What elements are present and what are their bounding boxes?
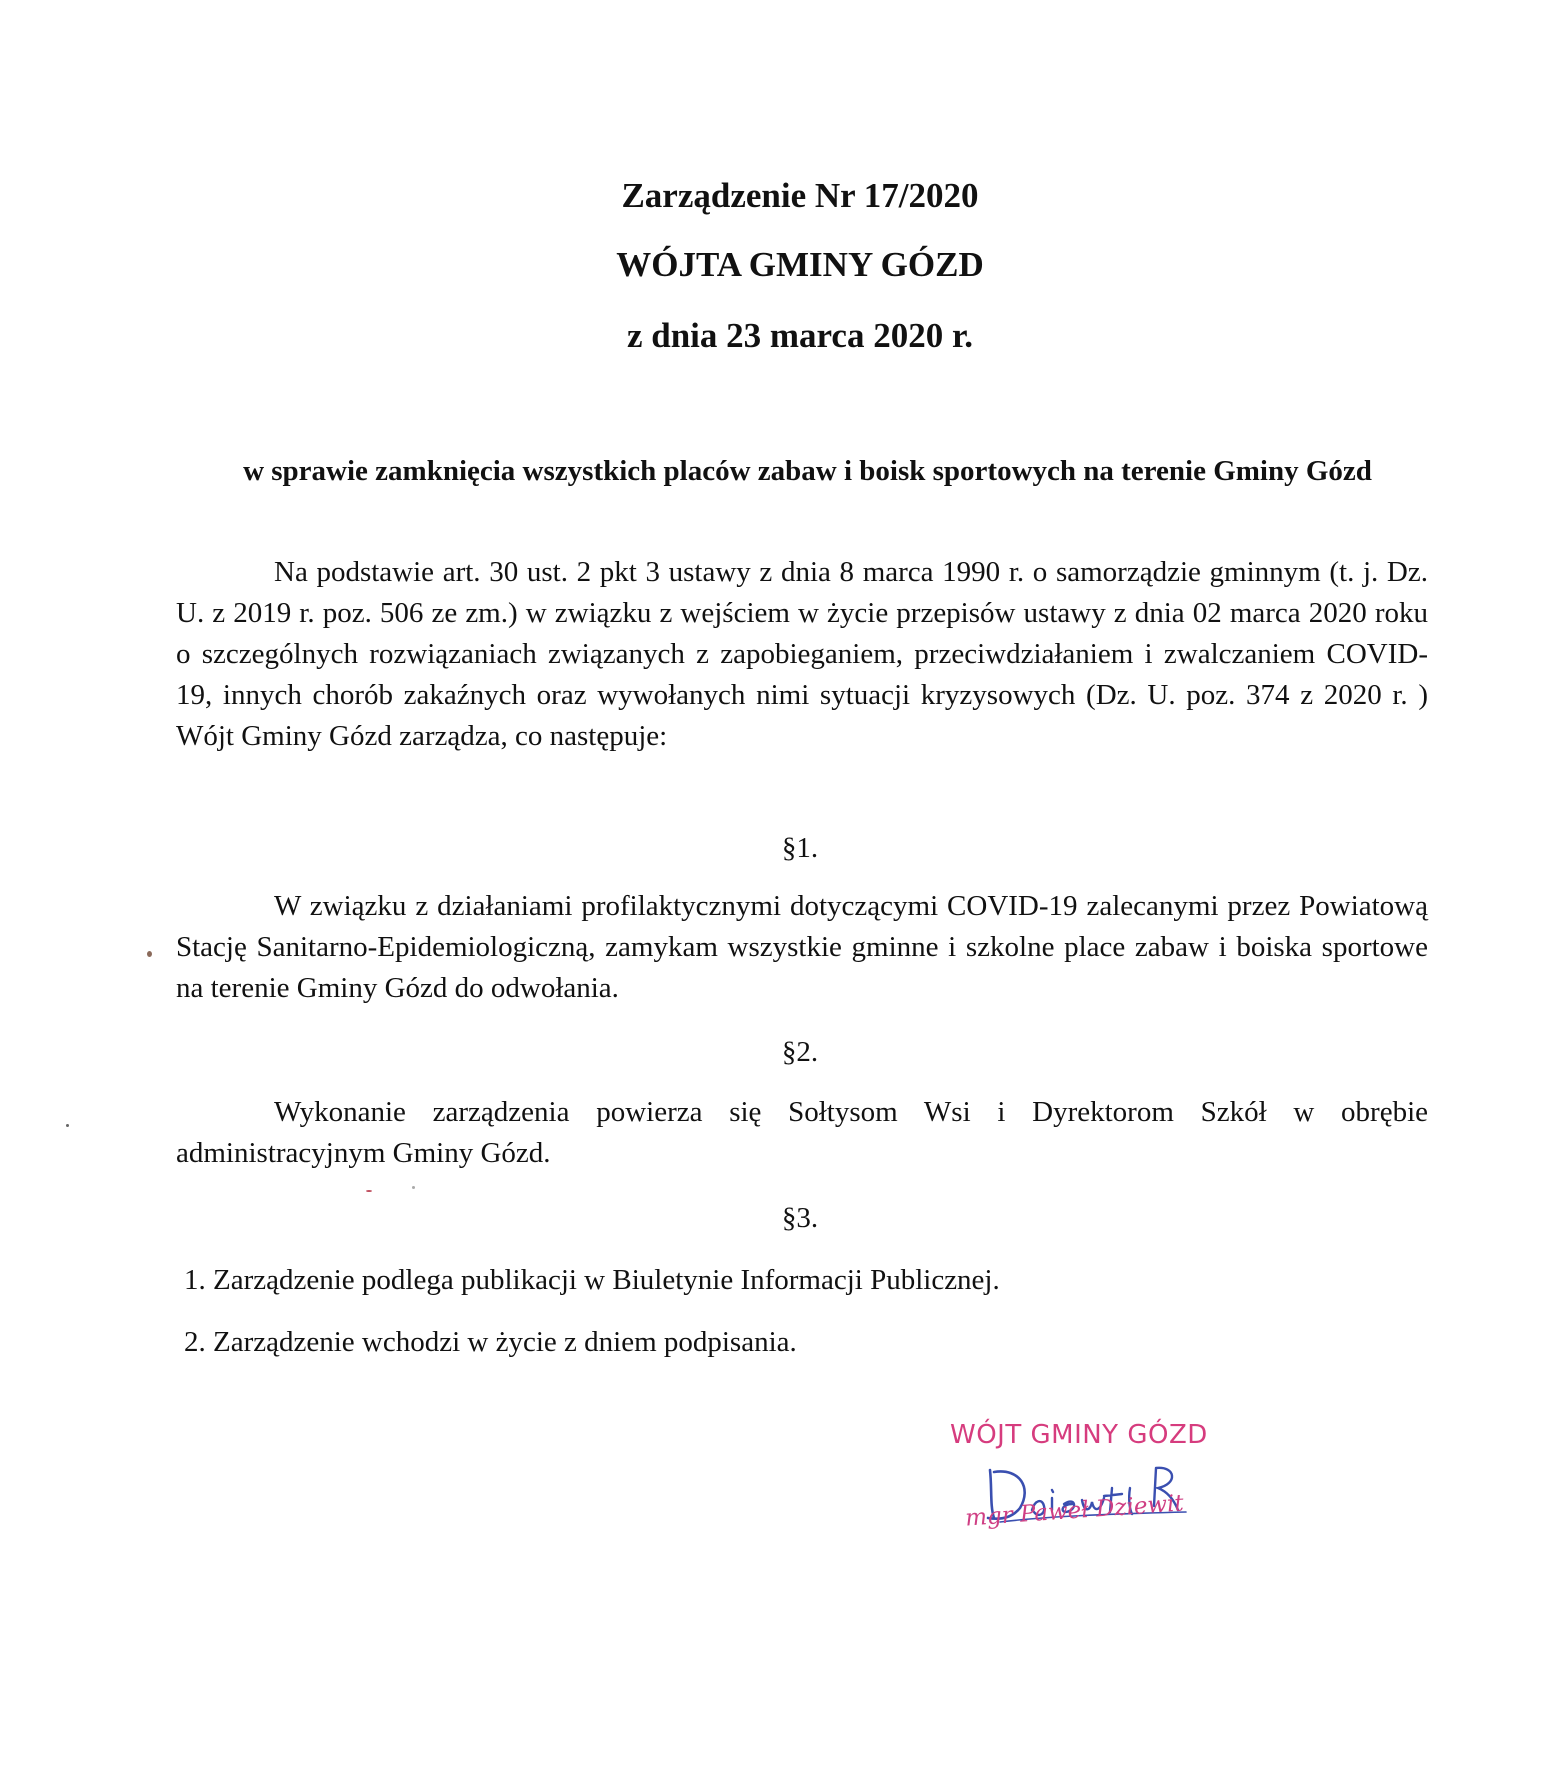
document-title: Zarządzenie Nr 17/2020 <box>621 176 979 215</box>
document-subject: w sprawie zamknięcia wszystkich placów zabaw i boisk sportowych na terenie Gminy Gózd <box>243 455 1372 487</box>
section-1-text: W związku z działaniami profilaktycznymi dotyczącymi COVID-19 zalecanymi przez Powiatową Stację Sanitarno-Epidemiologiczną, zamykam wszystkie gminne i szkolne place zabaw i boiska sportowe na terenie Gminy Gózd do odwołania. <box>176 890 1428 1004</box>
official-stamp <box>940 1420 1240 1550</box>
signatory-name: mgr Paweł Dziewit <box>964 1490 1185 1532</box>
section-mark-2: §2. <box>781 1036 819 1068</box>
section-3-list <box>184 1260 1384 1384</box>
list-item: 1. Zarządzenie podlega publikacji w Biuletynie Informacji Publicznej. <box>184 1264 1000 1296</box>
section-mark-3: §3. <box>781 1202 819 1234</box>
scan-speck <box>147 951 152 957</box>
section-2-text: Wykonanie zarządzenia powierza się Sołtysom Wsi i Dyrektorom Szkół w obrębie administracyjnym Gminy Gózd. <box>176 1096 1428 1169</box>
stamp-title: WÓJT GMINY GÓZD <box>950 1420 1208 1450</box>
section-mark-1: §1. <box>781 832 819 864</box>
list-item: 2. Zarządzenie wchodzi w życie z dniem podpisania. <box>184 1326 797 1358</box>
preamble-paragraph: Na podstawie art. 30 ust. 2 pkt 3 ustawy z dnia 8 marca 1990 r. o samorządzie gminnym (t. j. Dz. U. z 2019 r. poz. 506 ze zm.) w związku z wejściem w życie przepisów ustawy z dnia 02 marca 2020 roku o szczególnych rozwiązaniach związanych z zapobieganiem, przeciwdziałaniem i zwalczaniem COVID-19, innych chorób zakaźnych oraz wywołanych nimi sytuacji kryzysowych (Dz. U. poz. 374 z 2020 r. ) Wójt Gminy Gózd zarządza, co następuje: <box>176 556 1428 752</box>
scan-speck <box>412 1186 415 1189</box>
scan-speck <box>366 1190 372 1192</box>
document-date: z dnia 23 marca 2020 r. <box>626 316 974 355</box>
scan-speck <box>66 1124 69 1127</box>
issuing-authority: WÓJTA GMINY GÓZD <box>616 245 984 284</box>
